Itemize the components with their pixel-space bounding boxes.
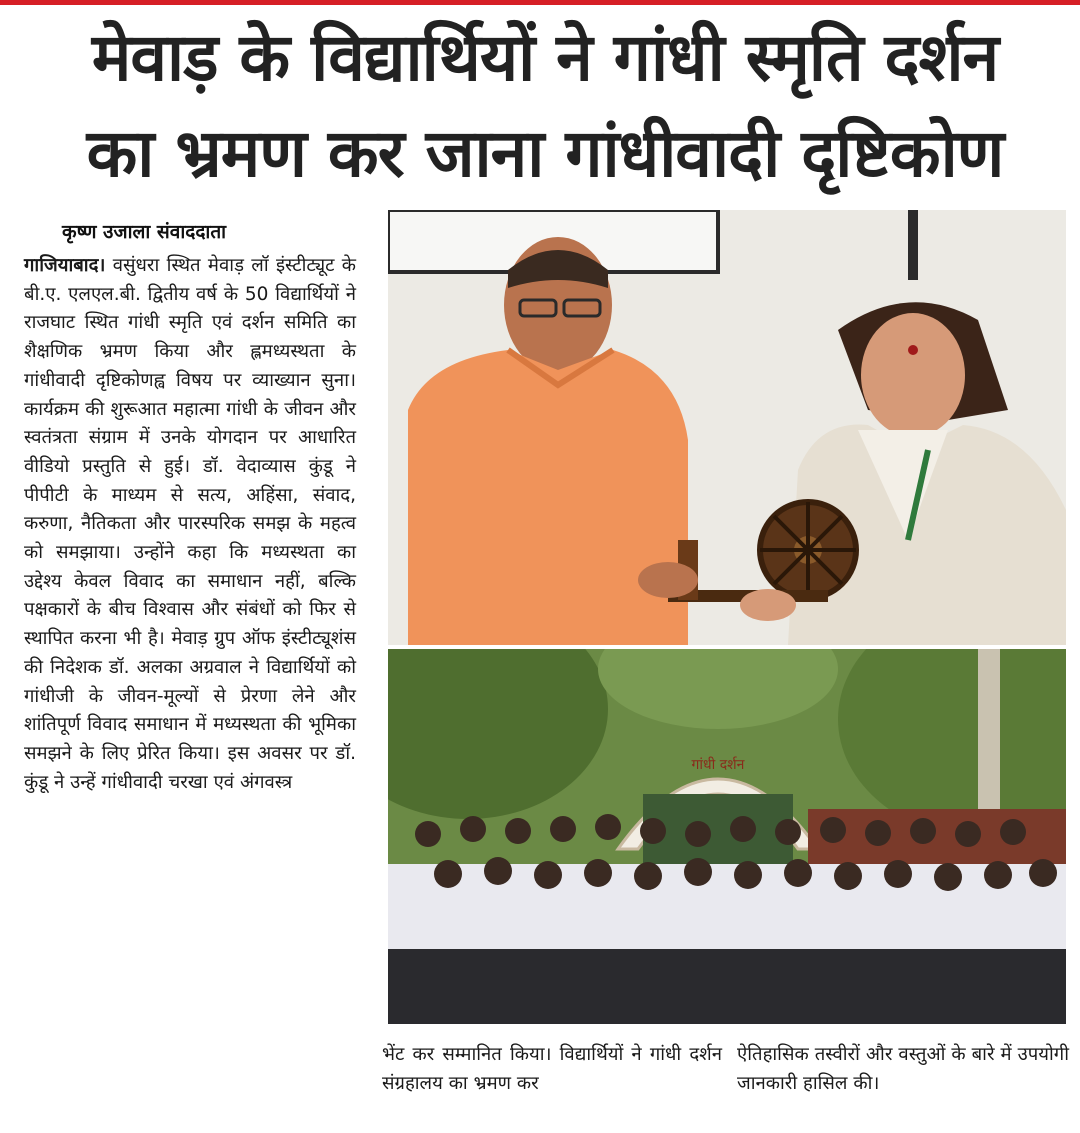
group-photo xyxy=(388,649,1066,1024)
article-col-3: ऐतिहासिक तस्वीरों और वस्तुओं के बारे में उपयोगी जानकारी हासिल की। xyxy=(737,1044,1069,1094)
felicitation-illustration xyxy=(388,210,1066,645)
dateline: गाजियाबाद। xyxy=(24,255,106,276)
headline-line-2: का भ्रमण कर जाना गांधीवादी दृष्टिकोण xyxy=(86,115,1004,192)
body-text: वसुंधरा स्थित मेवाड़ लॉ इंस्टीट्यूट के बी.ए. एलएल.बी. द्वितीय वर्ष के 50 विद्यार्थियों ने राजघाट स्थित गांधी स्मृति एवं दर्शन समिति का शैक्षणिक भ्रमण किया और ह्लमध्यस्थता के गांधीवादी दृष्टिकोणह्व विषय पर व्याख्यान सुना। कार्यक्रम की शुरूआत महात्मा गांधी के जीवन और स्वतंत्रता संग्राम में उनके योगदान पर आधारित वीडियो प्रस्तुति से हुई। डॉ. वेदाव्यास कुंडू ने पीपीटी के माध्यम से सत्य, अहिंसा, संवाद, करुणा, नैतिकता और पारस्परिक समझ के महत्व को समझाया। उन्होंने कहा कि मध्यस्थता का उद्देश्य केवल विवाद का समाधान नहीं, बल्कि पक्षकारों के बीच विश्वास और संबंधों को फिर से स्थापित करना भी है। मेवाड़ ग्रुप ऑफ इंस्टीट्यूशंस की निदेशक डॉ. अलका अग्रवाल ने विद्यार्थियों को गांधीजी के जीवन-मूल्यों से प्रेरणा लेने और शांतिपूर्ण विवाद समाधान में मध्यस्थता की भूमिका समझने के लिए प्रेरित किया। इस अवसर पर डॉ. कुंडू ने उन्हें गांधीवादी चरखा एवं अंगवस्त्र xyxy=(24,255,356,793)
top-accent-bar xyxy=(0,0,1080,5)
headline xyxy=(20,10,1070,202)
gate-sign: गांधी दर्शन xyxy=(691,757,745,773)
group-photo-illustration xyxy=(388,649,1066,1024)
felicitation-photo xyxy=(388,210,1066,645)
byline: कृष्ण उजाला संवाददाता xyxy=(62,221,227,243)
headline-line-1: मेवाड़ के विद्यार्थियों ने गांधी स्मृति दर्शन xyxy=(91,19,999,96)
article-body xyxy=(24,252,356,797)
article-col-2: भेंट कर सम्मानित किया। विद्यार्थियों ने गांधी दर्शन संग्रहालय का भ्रमण कर xyxy=(382,1044,722,1094)
